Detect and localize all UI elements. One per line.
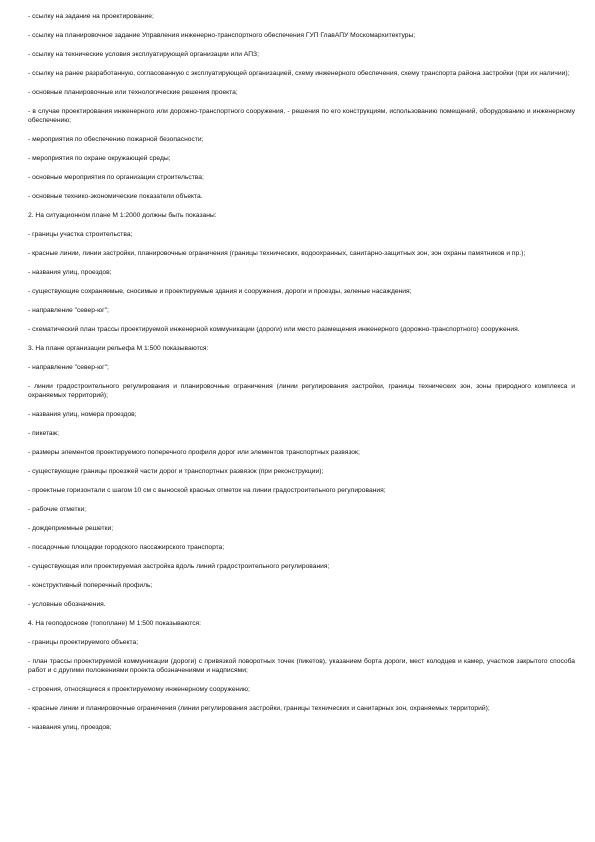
paragraph: - границы участка строительства;: [28, 231, 133, 238]
paragraph: - направление "север-юг";: [28, 364, 109, 371]
paragraph: - линии градостроительного регулирования и планировочные ограничения (линии регулирования застройки, границы технических зон, зоны природного комплекса и охраняемых территорий);: [28, 383, 575, 399]
paragraph: - строения, относящиеся к проектируемому инженерному сооружению;: [28, 686, 250, 693]
paragraph: - план трассы проектируемой коммуникации (дороги) с привязкой поворотных точек (пикетов), указанием борта дороги, мест колодцев и камер, участков закрытого способа работ и с другими положениями проекта обозначениями и надписями;: [28, 658, 575, 674]
paragraph: - мероприятия по обеспечению пожарной безопасности;: [28, 136, 204, 143]
paragraph: - существующие границы проезжей части дорог и транспортных развязок (при реконструкции);: [28, 468, 324, 475]
paragraph: - названия улиц, проездов;: [28, 269, 112, 276]
paragraph: - красные линии и планировочные ограничения (линии регулирования застройки, границы технических и санитарных зон, охраняемых территорий);: [28, 705, 490, 712]
paragraph: - в случае проектирования инженерного или дорожно-транспортного сооружения, - решения по его конструкциям, использованию помещений, оборудованию и инженерному обеспечению;: [28, 108, 575, 124]
paragraph: - посадочные площадки городского пассажирского транспорта;: [28, 544, 225, 551]
paragraph: - основные мероприятия по организации строительства;: [28, 174, 204, 181]
paragraph: - ссылку на задание на проектирование;: [28, 13, 154, 20]
paragraph: - размеры элементов проектируемого поперечного профиля дорог или элементов транспортных развязок;: [28, 449, 360, 456]
section-heading: 4. На геоподоснове (топоплане) М 1:500 показываются:: [28, 620, 202, 627]
section-heading: 3. На плане организации рельефа М 1:500 показываются:: [28, 345, 209, 352]
paragraph: - ссылку на ранее разработанную, согласованную с эксплуатирующей организацией, схему инженерного обеспечения, схему транспорта района застройки (при их наличии);: [28, 70, 570, 77]
paragraph: - схематический план трассы проектируемой инженерной коммуникации (дороги) или место размещения инженерного (дорожно-транспортного) сооружения.: [28, 326, 520, 333]
paragraph: - ссылку на технические условия эксплуатирующей организации или АПЗ;: [28, 51, 259, 58]
paragraph: - существующие сохраняемые, сносимые и проектируемые здания и сооружения, дороги и проезды, зеленые насаждения;: [28, 288, 412, 295]
paragraph: - названия улиц, проездов;: [28, 724, 112, 731]
paragraph: - направление "север-юг";: [28, 307, 109, 314]
paragraph: - пикетаж;: [28, 430, 59, 437]
paragraph: - основные планировочные или технологические решения проекта;: [28, 89, 238, 96]
paragraph: - мероприятия по охране окружающей среды;: [28, 155, 171, 162]
paragraph: - ссылку на планировочное задание Управления инженерно-транспортного обеспечения ГУП ГлавАПУ Москомархитектуры;: [28, 32, 416, 39]
paragraph: - существующая или проектируемая застройка вдоль линий градостроительного регулирования;: [28, 563, 330, 570]
paragraph: - красные линии, линии застройки, планировочные ограничения (границы технических, водоохранных, санитарно-защитных зон, зон охраны памятников и пр.);: [28, 250, 526, 257]
paragraph: - дождеприемные решетки;: [28, 525, 114, 532]
paragraph: - конструктивный поперечный профиль;: [28, 582, 153, 589]
paragraph: - границы проектируемого объекта;: [28, 639, 139, 646]
paragraph: - проектные горизонтали с шагом 10 см с выноской красных отметок на линии градостроительного регулирования;: [28, 487, 386, 494]
paragraph: - основные технико-экономические показатели объекта.: [28, 193, 203, 200]
paragraph: - рабочие отметки;: [28, 506, 87, 513]
paragraph: - условные обозначения.: [28, 601, 106, 608]
section-heading: 2. На ситуационном плане М 1:2000 должны быть показаны:: [28, 212, 217, 219]
paragraph: - названия улиц, номера проездов;: [28, 411, 137, 418]
